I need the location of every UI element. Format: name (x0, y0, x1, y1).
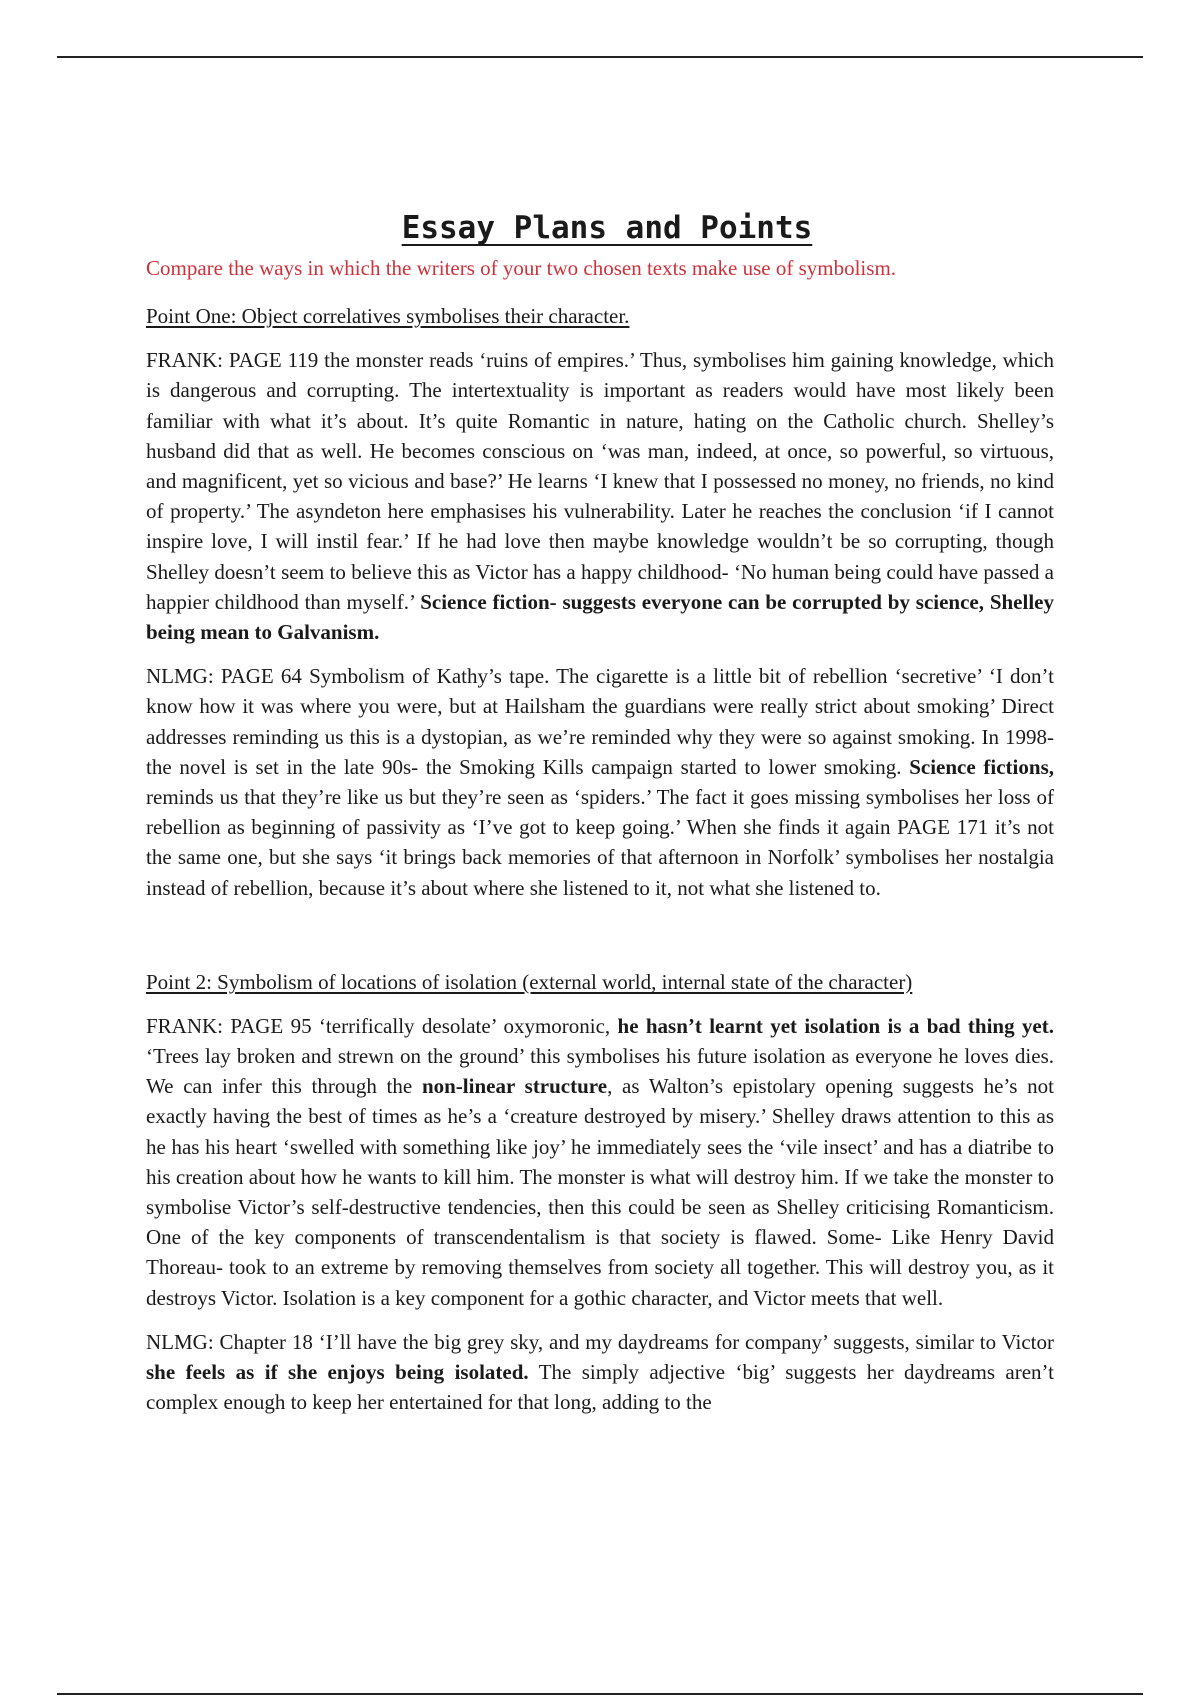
point-one-nlmg-paragraph: NLMG: PAGE 64 Symbolism of Kathy’s tape. The cigarette is a little bit of rebellion ‘secretive’ ‘I don’t know how it was where you were, but at Hailsham the guardians were really strict about smoking’ Direct addresses reminding us this is a dystopian, as we’re reminded why they were so against smoking. In 1998- the novel is set in the late 90s- the Smoking Kills campaign started to lower smoking. Science fictions, reminds us that they’re like us but they’re seen as ‘spiders.’ The fact it goes missing symbolises her loss of rebellion as beginning of passivity as ‘I’ve got to keep going.’ When she finds it again PAGE 171 it’s not the same one, but she says ‘it brings back memories of that afternoon in Norfolk’ symbolises her nostalgia instead of rebellion, because it’s about where she listened to it, not what she listened to. (146, 664, 1054, 900)
document-body (146, 210, 1054, 1431)
point-one-heading: Point One: Object correlatives symbolises their character. (146, 304, 630, 329)
point-one-frank-paragraph: FRANK: PAGE 119 the monster reads ‘ruins of empires.’ Thus, symbolises him gaining knowledge, which is dangerous and corrupting. The intertextuality is important as readers would have most likely been familiar with what it’s about. It’s quite Romantic in nature, hating on the Catholic church. Shelley’s husband did that as well. He becomes conscious on ‘was man, indeed, at once, so powerful, so virtuous, and magnificent, yet so vicious and base?’ He learns ‘I knew that I possessed no money, no friends, no kind of property.’ The asyndeton here emphasises his vulnerability. Later he reaches the conclusion ‘if I cannot inspire love, I will instil fear.’ If he had love then maybe knowledge wouldn’t be so corrupting, though Shelley doesn’t seem to believe this as Victor has a happy childhood- ‘No human being could have passed a happier childhood than myself.’ Science fiction- suggests everyone can be corrupted by science, Shelley being mean to Galvanism. (146, 348, 1054, 645)
point-two-heading: Point 2: Symbolism of locations of isolation (external world, internal state of the character) (146, 969, 913, 994)
document-title: Essay Plans and Points (401, 210, 813, 246)
essay-question: Compare the ways in which the writers of your two chosen texts make use of symbolism. (146, 256, 897, 281)
bottom-rule (57, 1693, 1143, 1695)
section-gap (146, 917, 1054, 967)
point-two-nlmg-paragraph: NLMG: Chapter 18 ‘I’ll have the big grey sky, and my daydreams for company’ suggests, similar to Victor she feels as if she enjoys being isolated. The simply adjective ‘big’ suggests her daydreams aren’t complex enough to keep her entertained for that long, adding to the (146, 1329, 1054, 1415)
top-rule (57, 56, 1143, 58)
point-two-frank-paragraph: FRANK: PAGE 95 ‘terrifically desolate’ oxymoronic, he hasn’t learnt yet isolation is a bad thing yet. ‘Trees lay broken and strewn on the ground’ this symbolises his future isolation as everyone he loves dies. We can infer this through the non-linear structure, as Walton’s epistolary opening suggests he’s not exactly having the best of times as he’s a ‘creature destroyed by misery.’ Shelley draws attention to this as he has his heart ‘swelled with something like joy’ he immediately sees the ‘vile insect’ and has a diatribe to his creation about how he wants to kill him. The monster is what will destroy him. If we take the monster to symbolise Victor’s self-destructive tendencies, then this could be seen as Shelley criticising Romanticism. One of the key components of transcendentalism is that society is flawed. Some- Like Henry David Thoreau- took to an extreme by removing themselves from society all together. This will destroy you, as it destroys Victor. Isolation is a key component for a gothic character, and Victor meets that well. (146, 1013, 1054, 1310)
